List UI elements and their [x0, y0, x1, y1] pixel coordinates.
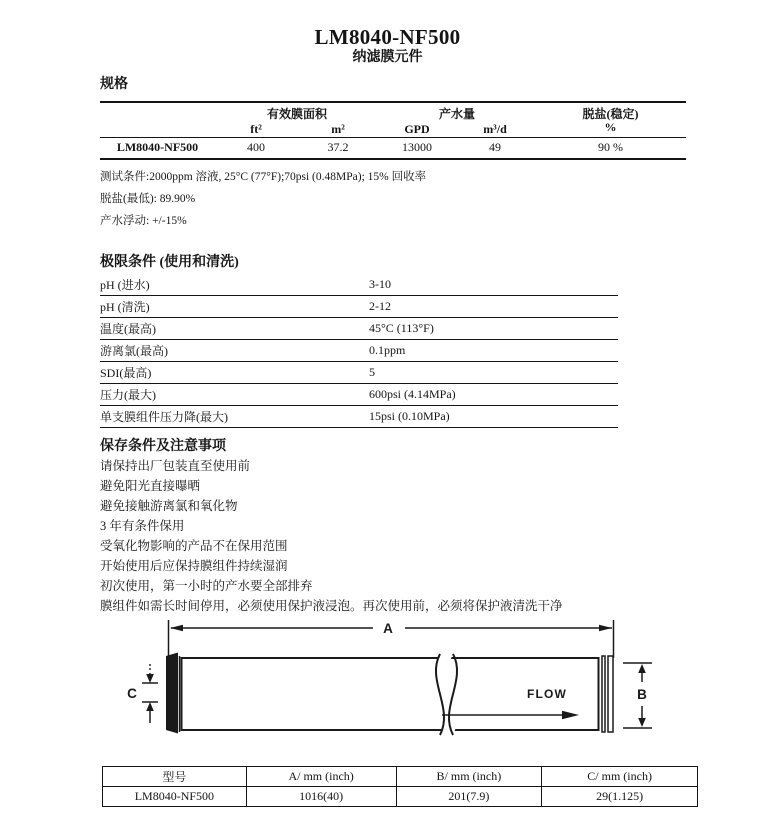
spec-group-area: 有效膜面积 [266, 107, 327, 121]
spec-group-flow: 产水量 [438, 107, 475, 121]
dim-b-label: B [637, 686, 647, 702]
limits-section-heading: 极限条件 (使用和清洗) [100, 254, 239, 270]
limit-label: 压力(最大) [100, 387, 156, 402]
dims-a-value: 1016(40) [246, 786, 396, 806]
spec-empty-cell [100, 102, 215, 122]
spec-empty-cell [100, 122, 215, 138]
storage-note: 开始使用后应保持膜组件持续湿润 [100, 558, 288, 573]
limits-row-ph-cleaning [100, 296, 618, 318]
spec-subheader-m3d: m³/d [455, 122, 535, 138]
spec-rejection-label: 脱盐(稳定) [582, 107, 639, 121]
limits-row-pressure-drop [100, 406, 618, 428]
limit-value: 15psi (0.10MPa) [369, 408, 450, 423]
limits-row-free-chlorine [100, 340, 618, 362]
dimension-c [127, 664, 158, 723]
limit-value: 2-12 [369, 298, 391, 313]
dim-c-label: C [127, 685, 137, 701]
limit-label: pH (进水) [100, 277, 150, 292]
storage-section-heading: 保存条件及注意事项 [100, 438, 226, 454]
dimensions-data-row [103, 786, 698, 806]
storage-note: 膜组件如需长时间停用，必须使用保护液浸泡。再次使用前，必须将保护液清洗干净 [100, 598, 563, 613]
limits-row-pressure [100, 384, 618, 406]
spec-table [100, 101, 686, 160]
spec-rejection-value: 90 % [598, 140, 623, 155]
limits-row-sdi [100, 362, 618, 384]
spec-model-cell: LM8040-NF500 [116, 140, 199, 155]
limit-label: pH (清洗) [100, 299, 150, 314]
storage-note: 避免接触游离氯和氧化物 [100, 498, 238, 513]
spec-subheader-ft2: ft² [215, 122, 297, 138]
limit-label: SDI(最高) [100, 365, 152, 380]
storage-note: 受氧化物影响的产品不在保用范围 [100, 538, 288, 553]
spec-area-ft2-value: 400 [247, 140, 265, 155]
flow-direction [442, 687, 579, 719]
element-dimension-diagram [115, 620, 675, 750]
limits-table [100, 274, 618, 428]
dims-header-a: A/ mm (inch) [246, 766, 396, 786]
spec-rejection-unit: % [604, 120, 617, 134]
dimensions-header-row [103, 766, 698, 786]
limit-value: 3-10 [369, 276, 391, 291]
dims-c-value: 29(1.125) [542, 786, 698, 806]
length-break [436, 654, 457, 735]
limit-label: 游离氯(最高) [100, 343, 168, 358]
dim-a-label: A [383, 620, 393, 636]
storage-note: 初次使用，第一小时的产水要全部排弃 [100, 578, 313, 593]
dims-header-b: B/ mm (inch) [396, 766, 542, 786]
storage-notes [100, 456, 775, 616]
limit-value: 5 [369, 364, 375, 379]
storage-note: 请保持出厂包装直至使用前 [100, 458, 251, 473]
limit-value: 0.1ppm [369, 342, 406, 357]
spec-section-heading: 规格 [100, 77, 128, 92]
spec-subheader-m2: m² [297, 122, 379, 138]
test-conditions-note: 测试条件:2000ppm 溶液, 25°C (77°F);70psi (0.48MPa); 15% 回收率 [100, 170, 427, 183]
limit-label: 单支膜组件压力降(最大) [100, 409, 228, 424]
document-body [0, 76, 775, 807]
end-rings-right [602, 656, 613, 732]
document-header [0, 0, 775, 67]
min-rejection-note: 脱盐(最低): 89.90% [100, 192, 196, 205]
limit-label: 温度(最高) [100, 321, 156, 336]
spec-notes [100, 166, 775, 232]
dimensions-table [102, 766, 698, 807]
spec-flow-m3d-value: 49 [489, 140, 501, 155]
spec-subheader-gpd: GPD [379, 122, 455, 138]
limits-row-temperature [100, 318, 618, 340]
dims-model-value: LM8040-NF500 [103, 786, 247, 806]
spec-flow-gpd-value: 13000 [402, 140, 432, 155]
page-title: LM8040-NF500 [314, 25, 461, 49]
limit-value: 600psi (4.14MPa) [369, 386, 456, 401]
page-subtitle: 纳滤膜元件 [352, 50, 423, 65]
dimension-b [623, 663, 652, 728]
limits-row-ph-feed [100, 274, 618, 296]
dimension-a [169, 620, 614, 658]
dims-header-model: 型号 [103, 766, 247, 786]
dims-b-value: 201(7.9) [396, 786, 542, 806]
dims-header-c: C/ mm (inch) [542, 766, 698, 786]
limit-value: 45°C (113°F) [369, 320, 434, 335]
flow-variation-note: 产水浮动: +/-15% [100, 214, 187, 227]
end-cap-left [166, 652, 180, 733]
spec-group-rejection [535, 102, 686, 138]
storage-note: 3 年有条件保用 [100, 518, 185, 533]
spec-area-m2-value: 37.2 [327, 140, 349, 155]
storage-note: 避免阳光直接曝晒 [100, 478, 201, 493]
flow-label: FLOW [526, 686, 568, 701]
